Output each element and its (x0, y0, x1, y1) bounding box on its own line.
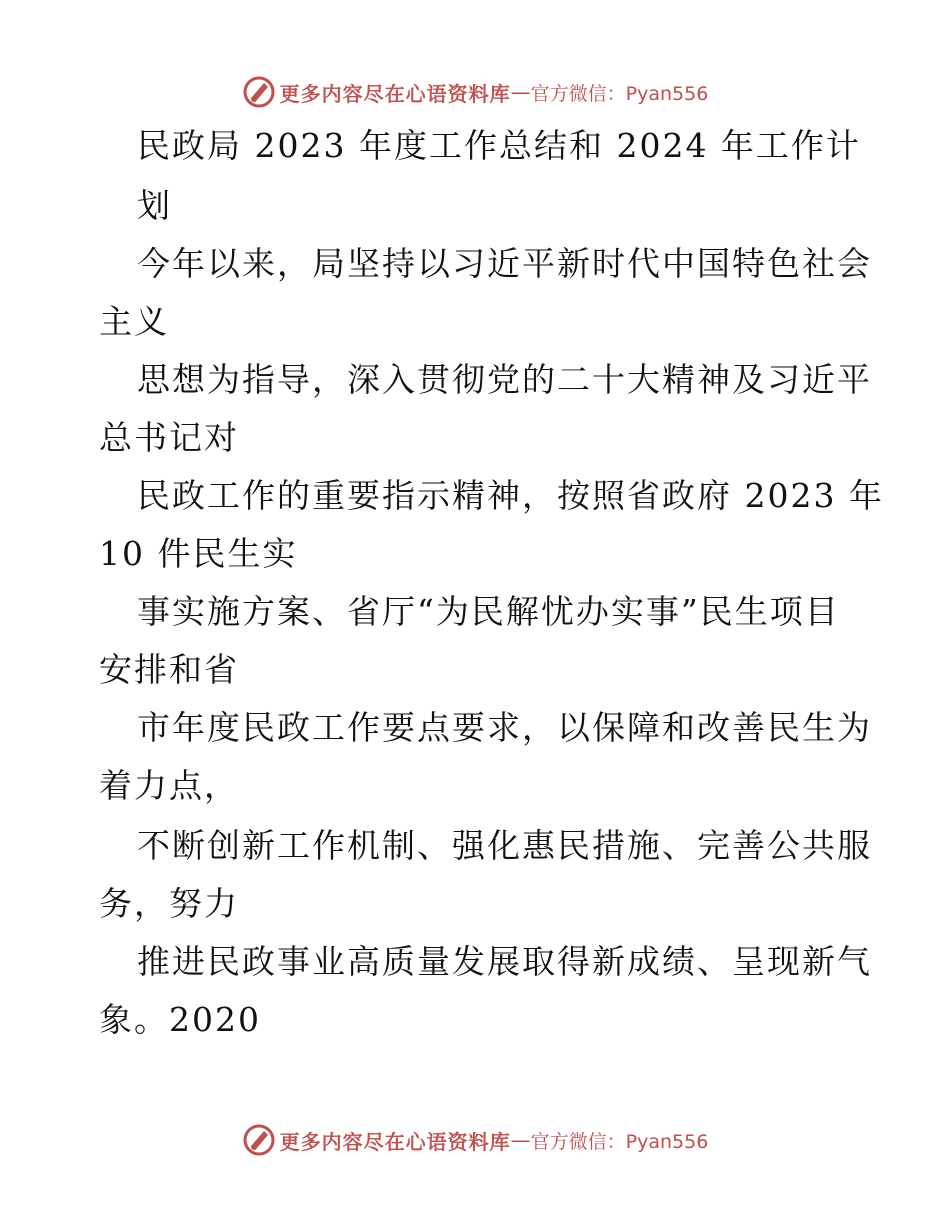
footer-banner-wechat: 官方微信：Pyan556 (530, 1130, 709, 1153)
doc-text-line: 主义 (99, 302, 169, 341)
doc-text-line: 市年度民政工作要点要求，以保障和改善民生为 (137, 708, 872, 747)
brand-logo-icon (242, 75, 276, 109)
doc-text-line: 不断创新工作机制、强化惠民措施、完善公共服 (137, 826, 872, 865)
doc-text-line: 象。2020 (99, 1000, 261, 1039)
doc-text-line: 推进民政事业高质量发展取得新成绩、呈现新气 (137, 942, 872, 981)
doc-text-line: 10 件民生实 (99, 534, 298, 573)
doc-text-line: 务，努力 (99, 884, 239, 923)
brand-logo-icon (242, 1123, 276, 1157)
doc-text-line: 安排和省 (99, 650, 239, 689)
header-banner-text: 更多内容尽在心语资料库 (279, 81, 511, 106)
doc-text-line: 今年以来，局坚持以习近平新时代中国特色社会 (137, 244, 872, 283)
doc-text-line: 事实施方案、省厅“为民解忧办实事”民生项目 (137, 592, 840, 631)
footer-banner-text: 更多内容尽在心语资料库 (279, 1129, 511, 1154)
header-banner-wechat: 官方微信：Pyan556 (530, 82, 709, 105)
doc-title-line-2: 划 (137, 186, 172, 225)
header-banner-separator: — (510, 80, 531, 104)
doc-text-line: 总书记对 (99, 418, 239, 457)
footer-banner (0, 1120, 950, 1160)
doc-text-line: 思想为指导，深入贯彻党的二十大精神及习近平 (137, 360, 872, 399)
footer-banner-separator: — (510, 1128, 531, 1152)
header-banner (0, 72, 950, 112)
doc-title-line-1: 民政局 2023 年度工作总结和 2024 年工作计 (137, 126, 861, 165)
doc-text-line: 着力点， (99, 766, 239, 805)
doc-text-line: 民政工作的重要指示精神，按照省政府 2023 年 (137, 476, 884, 515)
